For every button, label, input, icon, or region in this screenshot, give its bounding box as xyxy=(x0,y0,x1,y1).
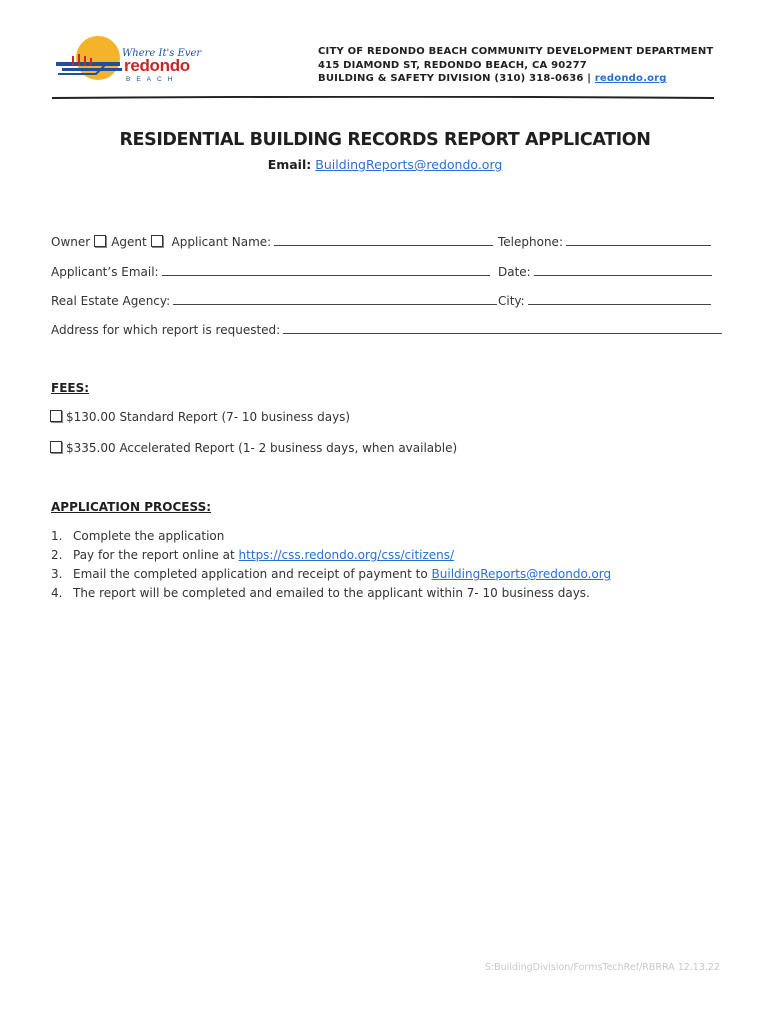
date-row xyxy=(498,264,712,279)
city-row xyxy=(498,293,711,308)
city-field[interactable] xyxy=(528,293,711,305)
fee-standard-option xyxy=(50,410,350,424)
header-address: 415 DIAMOND ST, REDONDO BEACH, CA 90277 xyxy=(318,60,587,71)
list-item xyxy=(51,567,611,586)
email-label: Email: xyxy=(267,157,312,172)
fees-heading: FEES: xyxy=(51,381,90,395)
address-label: Address for which report is requested: xyxy=(51,323,281,337)
standard-report-checkbox[interactable] xyxy=(50,410,62,422)
address-field[interactable] xyxy=(283,322,722,334)
owner-checkbox[interactable] xyxy=(94,235,106,247)
telephone-field[interactable] xyxy=(566,234,711,246)
standard-report-label: $130.00 Standard Report (7- 10 business days) xyxy=(66,410,351,424)
date-label: Date: xyxy=(498,265,531,279)
city-label: City: xyxy=(498,294,525,308)
process-steps-list xyxy=(51,529,611,605)
list-item xyxy=(51,586,611,605)
address-row xyxy=(51,322,722,337)
agent-checkbox[interactable] xyxy=(151,235,163,247)
step-number: 3. xyxy=(51,567,63,581)
applicant-email-label: Applicant’s Email: xyxy=(51,265,159,279)
payment-portal-link[interactable]: https://css.redondo.org/css/citizens/ xyxy=(238,548,455,562)
applicant-email-field[interactable] xyxy=(162,264,490,276)
logo-subtitle: BEACH xyxy=(126,76,179,83)
logo-brand-name: redondo xyxy=(124,56,190,75)
step-number: 2. xyxy=(51,548,63,562)
list-item xyxy=(51,529,611,548)
submit-email-link[interactable]: BuildingReports@redondo.org xyxy=(431,567,612,581)
list-item xyxy=(51,548,611,567)
step-text: The report will be completed and emailed to the applicant within 7- 10 business days. xyxy=(73,586,590,600)
city-logo xyxy=(56,34,202,88)
form-reference-footer: S:BuildingDivision/FormsTechRef/RBRRA 12.13.22 xyxy=(484,962,720,973)
header-department: CITY OF REDONDO BEACH COMMUNITY DEVELOPMENT DEPARTMENT xyxy=(318,46,714,57)
accelerated-report-label: $335.00 Accelerated Report (1- 2 business days, when available) xyxy=(66,441,458,455)
website-link[interactable]: redondo.org xyxy=(594,73,667,84)
header-divider xyxy=(52,96,714,99)
step-text: Pay for the report online at xyxy=(73,548,239,562)
step-number: 1. xyxy=(51,529,63,543)
applicant-email-row xyxy=(51,264,490,279)
header-division xyxy=(318,73,667,84)
logo-tagline: Where It's Ever xyxy=(122,48,202,59)
email-link[interactable]: BuildingReports@redondo.org xyxy=(315,157,503,172)
applicant-name-label: Applicant Name: xyxy=(171,235,272,249)
fee-accelerated-option xyxy=(50,441,457,455)
real-estate-row xyxy=(51,293,497,308)
contact-email xyxy=(0,157,770,172)
accelerated-report-checkbox[interactable] xyxy=(50,441,62,453)
telephone-label: Telephone: xyxy=(498,235,563,249)
applicant-row xyxy=(51,234,493,249)
real-estate-label: Real Estate Agency: xyxy=(51,294,171,308)
process-heading: APPLICATION PROCESS: xyxy=(51,500,212,514)
date-field[interactable] xyxy=(534,264,712,276)
step-text: Email the completed application and receipt of payment to xyxy=(73,567,432,581)
agent-label: Agent xyxy=(111,235,147,249)
step-number: 4. xyxy=(51,586,63,600)
page-title: RESIDENTIAL BUILDING RECORDS REPORT APPLICATION xyxy=(119,130,651,150)
header-division-text: BUILDING & SAFETY DIVISION (310) 318-0636 | xyxy=(318,73,595,84)
owner-label: Owner xyxy=(51,235,91,249)
real-estate-field[interactable] xyxy=(173,293,497,305)
step-text: Complete the application xyxy=(73,529,225,543)
applicant-name-field[interactable] xyxy=(274,234,493,246)
telephone-row xyxy=(498,234,711,249)
